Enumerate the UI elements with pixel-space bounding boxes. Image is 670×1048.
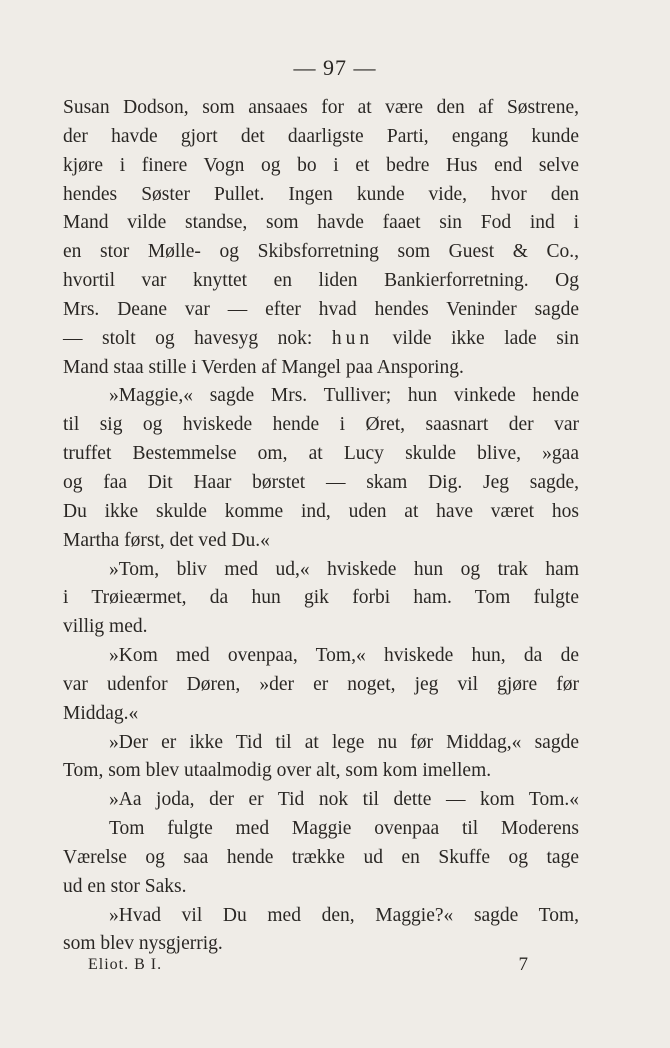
- text-line: Martha først, det ved Du.«: [63, 529, 270, 551]
- text-line: »Kom med ovenpaa, Tom,« hviskede hun, da de: [109, 645, 579, 667]
- text-segment: — stolt og havesyg nok:: [63, 327, 332, 349]
- text-line: og faa Dit Haar børstet — skam Dig. Jeg sagde,: [63, 471, 579, 493]
- text-line: »Maggie,« sagde Mrs. Tulliver; hun vinkede hende: [109, 385, 579, 407]
- text-line: Tom, som blev utaalmodig over alt, som kom imellem.: [63, 760, 492, 782]
- text-line: truffet Bestemmelse om, at Lucy skulde blive, »gaa: [63, 443, 579, 465]
- emphasized-word: hun: [331, 327, 374, 349]
- text-line: kjøre i finere Vogn og bo i et bedre Hus end selve: [63, 154, 579, 176]
- text-line: var udenfor Døren, »der er noget, jeg vil gjøre før: [63, 673, 579, 695]
- sheet-number: 7: [518, 954, 528, 975]
- text-line: til sig og hviskede hende i Øret, saasnart der var: [63, 414, 579, 436]
- text-line: en stor Mølle- og Skibsforretning som Guest & Co.,: [63, 241, 579, 263]
- text-line: [63, 325, 579, 354]
- text-line: »Der er ikke Tid til at lege nu før Middag,« sagde: [109, 731, 579, 753]
- text-line: villig med.: [63, 616, 148, 638]
- text-line: Tom fulgte med Maggie ovenpaa til Moderens: [109, 818, 579, 840]
- text-line: Mand staa stille i Verden af Mangel paa Ansporing.: [63, 356, 464, 378]
- text-line: Mrs. Deane var — efter hvad hendes Veninder sagde: [63, 298, 579, 320]
- text-line: ud en stor Saks.: [63, 875, 187, 897]
- text-line: som blev nysgjerrig.: [63, 933, 223, 955]
- page-number: — 97 —: [293, 55, 377, 80]
- text-line: »Aa joda, der er Tid nok til dette — kom Tom.«: [109, 789, 579, 811]
- text-line: hendes Søster Pullet. Ingen kunde vide, hvor den: [63, 183, 579, 205]
- text-line: »Hvad vil Du med den, Maggie?« sagde Tom,: [109, 904, 579, 926]
- text-line: Susan Dodson, som ansaaes for at være den af Søstrene,: [63, 97, 579, 118]
- text-segment: vilde ikke lade sin: [373, 327, 579, 349]
- body-text: [63, 94, 579, 959]
- printer-signature: Eliot. B I.: [88, 956, 163, 973]
- text-line: Du ikke skulde komme ind, uden at have været hos: [63, 500, 579, 522]
- text-line: Mand vilde standse, som havde faaet sin Fod ind i: [63, 212, 579, 234]
- text-line: hvortil var knyttet en liden Bankierforretning. Og: [63, 270, 579, 292]
- text-line: »Tom, bliv med ud,« hviskede hun og trak ham: [109, 558, 579, 580]
- text-line: Middag.«: [63, 702, 139, 724]
- text-line: der havde gjort det daarligste Parti, engang kunde: [63, 125, 579, 147]
- text-line: i Trøieærmet, da hun gik forbi ham. Tom fulgte: [63, 587, 579, 609]
- text-line: Værelse og saa hende trække ud en Skuffe og tage: [63, 846, 579, 868]
